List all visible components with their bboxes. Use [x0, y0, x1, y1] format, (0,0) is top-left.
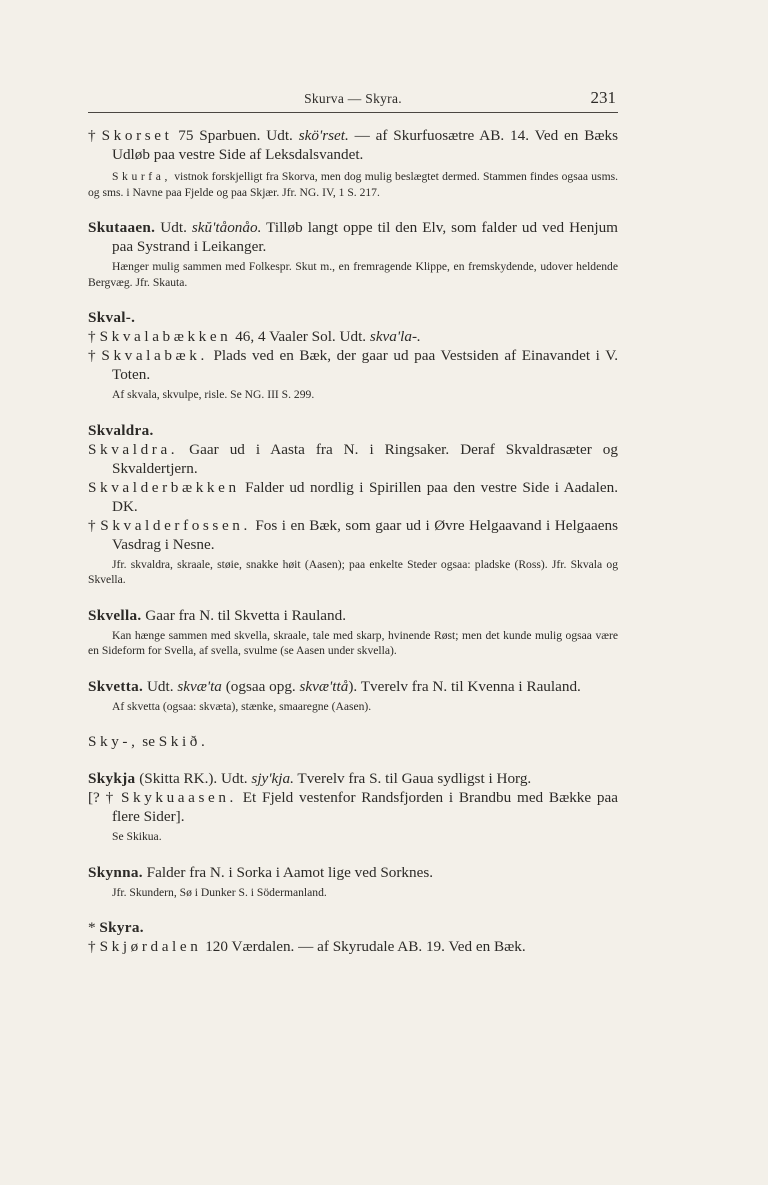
place-name: Skvalabækken [99, 328, 232, 345]
entry-skvalabaekken: † Skvalabækken 46, 4 Vaaler Sol. Udt. skva'la-. [88, 328, 421, 345]
entry-sky: Sky-, se Skið. [88, 733, 209, 750]
headword-skvaldra: Skvaldra. [88, 421, 154, 439]
entry-skvalabaek: † Skvalabæk. Plads ved en Bæk, der gaar ud paa Vestsiden af Einavandet i V. Toten. [88, 347, 619, 383]
headword: Skutaaen. [88, 219, 156, 236]
headword: Skvetta. [88, 677, 144, 695]
place-name: Skjørdalen [99, 938, 202, 955]
entry-skvalderbaekken: Skvalderbækken Falder ud nordlig i Spirillen paa den vestre Side i Aadalen. DK. [88, 478, 618, 515]
place-name: Skvalderbækken [88, 478, 240, 496]
note-skurfa: Skurfa, vistnok forskjelligt fra Skorva, men dog mulig beslægtet dermed. Stammen findes ogsaa usms. og sms. i Navne paa Fjelde og paa Skjær. Jfr. NG. IV, 1 S. 217. [88, 170, 618, 199]
pronunciation: sjy'kja. [251, 770, 294, 787]
entry-skorset: † Skorset 75 Sparbuen. Udt. skö'rset. — af Skurfuosætre AB. 14. Ved en Bæks Udløb paa vestre Side af Leksdalsvandet. [88, 127, 618, 163]
note-skynna: Jfr. Skundern, Sø i Dunker S. i Södermanland. [112, 885, 327, 899]
headword: Skvella. [88, 606, 142, 624]
place-name: Skorset [101, 127, 173, 144]
dictionary-content [88, 126, 618, 956]
entry-skvaldra: Skvaldra. Gaar ud i Aasta fra N. i Ringsaker. Deraf Skvaldrasæter og Skvaldertjern. [88, 440, 618, 477]
place-name: Sky-, [88, 733, 139, 750]
pronunciation: skö'rset. [298, 127, 349, 144]
headword-skval: Skval-. [88, 309, 136, 326]
note-skykja: Se Skikua. [112, 830, 162, 843]
place-name: Skvalabæk. [101, 347, 208, 364]
place-name: Skvalderfossen. [100, 516, 251, 534]
note-skutaaen: Hænger mulig sammen med Folkespr. Skut m., en fremragende Klippe, en fremskydende, udover heldende Bergvæg. Jfr. Skauta. [88, 260, 618, 289]
place-name: Skvaldra. [88, 440, 179, 458]
pronunciation: skva'la-. [369, 328, 421, 345]
entry-skykja: Skykja (Skitta RK.). Udt. sjy'kja. Tverelv fra S. til Gaua sydligst i Horg. [88, 770, 532, 787]
headword-skyra: * Skyra. [88, 919, 144, 936]
place-name: Skurfa, [112, 170, 172, 183]
asterisk-marker: * [88, 919, 96, 936]
note-skval: Af skvala, skvulpe, risle. Se NG. III S. 299. [112, 388, 315, 401]
note-skvetta: Af skvetta (ogsaa: skvæta), stænke, smaaregne (Aasen). [112, 699, 372, 713]
entry-skvalderfossen: † Skvalderfossen. Fos i en Bæk, som gaar ud i Øvre Helgaavand i Helgaaens Vasdrag i Nesne. [88, 516, 618, 553]
entry-skvella: Skvella. Gaar fra N. til Skvetta i Rauland. [88, 606, 347, 624]
entry-skjordalen: † Skjørdalen 120 Værdalen. — af Skyrudale AB. 19. Ved en Bæk. [88, 938, 526, 955]
place-name: Skið. [158, 733, 209, 750]
headword: Skykja [88, 770, 136, 787]
headword: Skynna. [88, 863, 143, 881]
running-title: Skurva — Skyra. [304, 91, 402, 106]
pronunciation: skŭ'tåonåo. [191, 219, 262, 236]
page-number: 231 [590, 88, 616, 107]
note-skvella: Kan hænge sammen med skvella, skraale, tale med skarp, hvinende Røst; men det kunde mulig ogsaa være en Sideform for Svella, af svella, svulme (se Aasen under skvella). [88, 628, 618, 657]
page-header [88, 88, 618, 113]
entry-skykuaasen: [? † Skykuaasen. Et Fjeld vestenfor Randsfjorden i Brandbu med Bække paa flere Sider]. [88, 789, 618, 825]
pronunciation: skvæ'ta [177, 677, 222, 695]
note-skvaldra: Jfr. skvaldra, skraale, støie, snakke høit (Aasen); paa enkelte Steder ogsaa: pladske (Ross). Jfr. Skvala og Skvella. [88, 557, 618, 586]
entry-skutaaen: Skutaaen. Udt. skŭ'tåonåo. Tilløb langt oppe til den Elv, som falder ud ved Henjum paa Systrand i Leikanger. [88, 219, 618, 255]
place-name: Skykuaasen. [120, 789, 237, 806]
pronunciation: skvæ'ttå [299, 677, 349, 695]
entry-skynna: Skynna. Falder fra N. i Sorka i Aamot lige ved Sorknes. [88, 863, 434, 881]
entry-skvetta: Skvetta. Udt. skvæ'ta (ogsaa opg. skvæ'ttå). Tverelv fra N. til Kvenna i Rauland. [88, 677, 581, 695]
